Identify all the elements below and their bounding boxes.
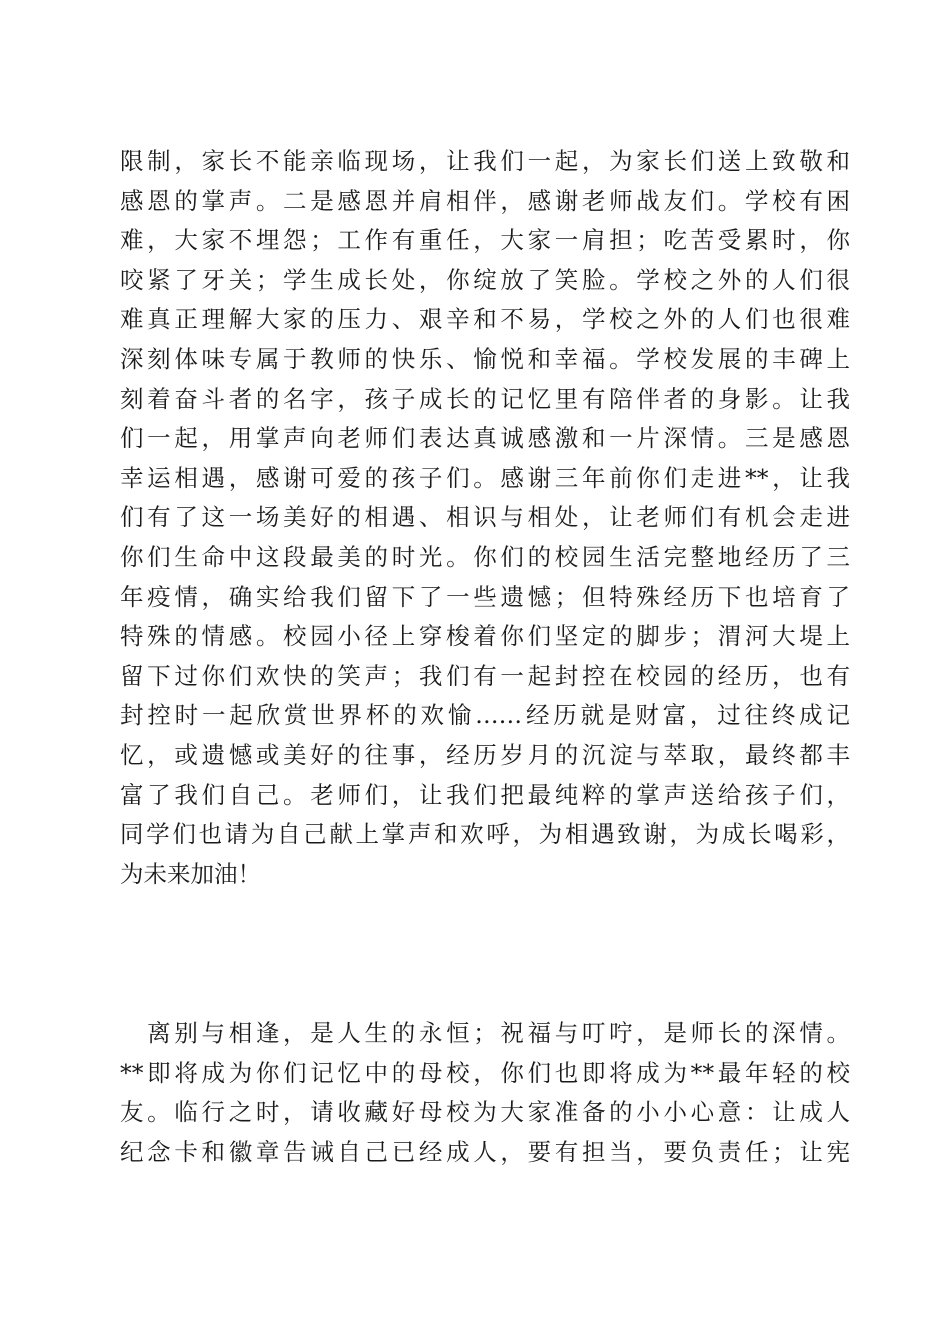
text-line: 深刻体味专属于教师的快乐、愉悦和幸福。学校发展的丰碑上: [120, 344, 850, 373]
text-line: 们一起，用掌声向老师们表达真诚感激和一片深情。三是感恩: [120, 424, 850, 453]
text-line: 咬紧了牙关；学生成长处，你绽放了笑脸。学校之外的人们很: [120, 265, 850, 294]
text-line: 封控时一起欣赏世界杯的欢愉……经历就是财富，过往终成记: [120, 701, 850, 730]
text-line: 难，大家不埋怨；工作有重任，大家一肩担；吃苦受累时，你: [120, 226, 850, 255]
text-line: 年疫情，确实给我们留下了一些遗憾；但特殊经历下也培育了: [120, 582, 850, 611]
paragraph-2: [120, 1014, 850, 1172]
text-line: 感恩的掌声。二是感恩并肩相伴，感谢老师战友们。学校有困: [120, 186, 850, 215]
paragraph-1: [120, 142, 850, 894]
text-line: 刻着奋斗者的名字，孩子成长的记忆里有陪伴者的身影。让我: [120, 384, 850, 413]
text-line: 留下过你们欢快的笑声；我们有一起封控在校园的经历，也有: [120, 661, 850, 690]
text-line: 特殊的情感。校园小径上穿梭着你们坚定的脚步；渭河大堤上: [120, 622, 850, 651]
text-line: **即将成为你们记忆中的母校，你们也即将成为**最年轻的校: [120, 1058, 850, 1087]
text-line: 们有了这一场美好的相遇、相识与相处，让老师们有机会走进: [120, 503, 850, 532]
text-line: 离别与相逢，是人生的永恒；祝福与叮咛，是师长的深情。: [120, 1019, 850, 1047]
text-line: 幸运相遇，感谢可爱的孩子们。感谢三年前你们走进**，让我: [120, 463, 850, 492]
text-line: 同学们也请为自己献上掌声和欢呼，为相遇致谢，为成长喝彩，: [120, 820, 850, 849]
text-line: 富了我们自己。老师们，让我们把最纯粹的掌声送给孩子们，: [120, 780, 850, 809]
text-line: 友。临行之时，请收藏好母校为大家准备的小小心意：让成人: [120, 1098, 850, 1127]
text-line: 你们生命中这段最美的时光。你们的校园生活完整地经历了三: [120, 542, 850, 571]
text-line: 限制，家长不能亲临现场，让我们一起，为家长们送上致敬和: [120, 147, 850, 175]
text-line: 忆，或遗憾或美好的往事，经历岁月的沉淀与萃取，最终都丰: [120, 740, 850, 769]
text-line: 难真正理解大家的压力、艰辛和不易，学校之外的人们也很难: [120, 305, 850, 334]
text-line: 纪念卡和徽章告诫自己已经成人，要有担当，要负责任；让宪: [120, 1137, 850, 1166]
text-line: 为未来加油！: [120, 859, 261, 888]
